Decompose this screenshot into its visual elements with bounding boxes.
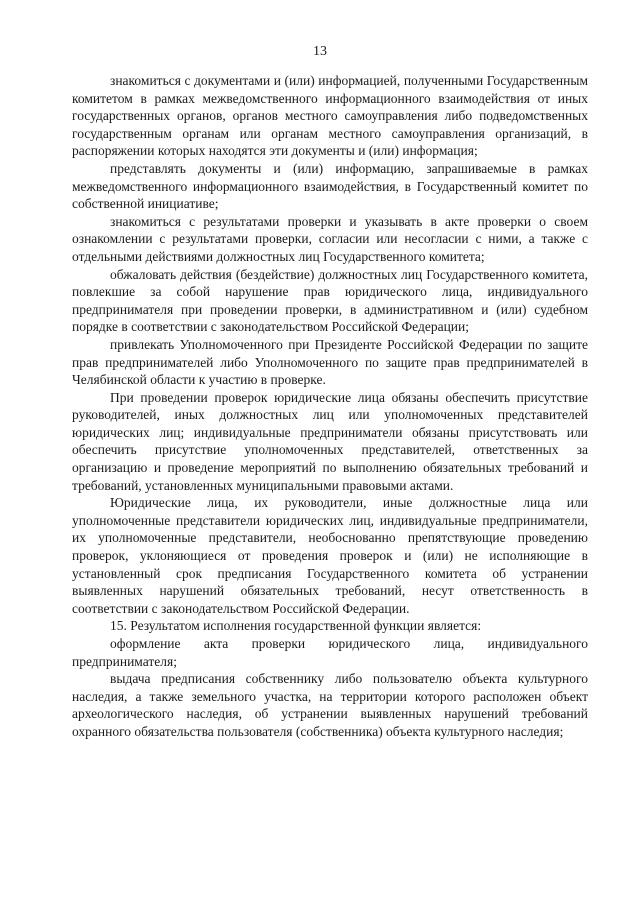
paragraph-involve-ombudsman: привлекать Уполномоченного при Президенте Российской Федерации по защите прав предпринимателей либо Уполномоченного по защите прав предпринимателей в Челябинской области к участию в проверке. [72,336,588,388]
paragraph-issue-order: выдача предписания собственнику либо пользователю объекта культурного наследия, а также земельного участка, на территории которого расположен объект археологического наследия, об устранении выявленных нарушений требований охранного обязательства пользователя (собственника) объекта культурного наследия; [72,671,588,739]
paragraph-review-results: знакомиться с результатами проверки и указывать в акте проверки о своем ознакомлении с результатами проверки, согласии или несогласии с ними, а также с отдельными действиями должностных лиц Государственного комитета; [72,213,588,264]
document-body [72,72,588,741]
paragraph-liability: Юридические лица, их руководители, иные должностные лица или уполномоченные представители юридических лиц, индивидуальные предприниматели, их уполномоченные представители, необоснованно препятствующие проведению проверок, уклоняющиеся от проведения проверок и (или) не исполняющие в установленный срок предписания Государственного комитета об устранении выявленных нарушений обязательных требований, несут ответственность в соответствии с законодательством Российской Федерации. [72,495,588,616]
paragraph-appeal-actions: обжаловать действия (бездействие) должностных лиц Государственного комитета, повлекшие за собой нарушение прав юридического лица, индивидуального предпринимателя при проведении проверки, в административном и (или) судебном порядке в соответствии с законодательством Российской Федерации; [72,266,588,335]
page-number: 13 [313,44,327,59]
paragraph-presence-obligation: При проведении проверок юридические лица обязаны обеспечить присутствие руководителей, иных должностных лиц или уполномоченных представителей юридических лиц; индивидуальные предприниматели обязаны присутствовать или обеспечить присутствие уполномоченных представителей, ответственных за организацию и проведение мероприятий по выполнению обязательных требований и требований, установленных муниципальными правовыми актами. [72,389,588,493]
paragraph-inspection-act: оформление акта проверки юридического лица, индивидуального предпринимателя; [72,636,588,669]
paragraph-review-documents: знакомиться с документами и (или) информацией, полученными Государственным комитетом в рамках межведомственного информационного взаимодействия от иных государственных органов, органов местного самоуправления либо подведомственных государственным органам или органам местного самоуправления организаций, в распоряжении которых находятся эти документы и (или) информация; [72,73,588,159]
paragraph-submit-documents: представлять документы и (или) информацию, запрашиваемые в рамках межведомственного информационного взаимодействия, в Государственный комитет по собственной инициативе; [72,160,588,212]
paragraph-result-heading: 15. Результатом исполнения государственной функции является: [110,618,482,634]
